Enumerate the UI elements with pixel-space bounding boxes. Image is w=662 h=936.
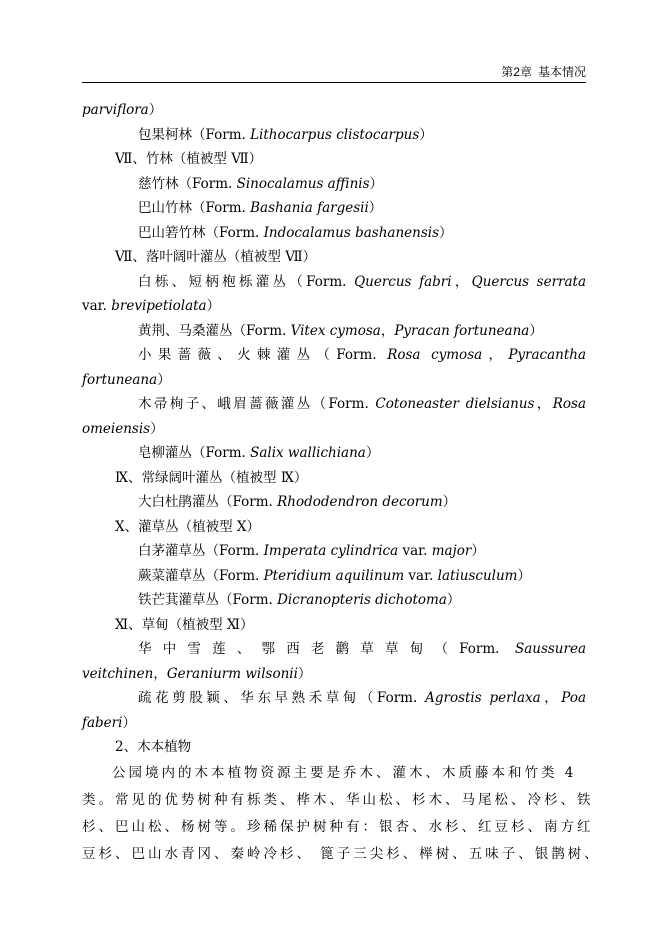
- latin-name: veitchinen: [82, 665, 154, 682]
- text-line: [138, 172, 586, 196]
- text-run: ）: [148, 102, 163, 118]
- text-line: [82, 294, 586, 318]
- text-run: 杉、巴山松、杨树等。珍稀保护树种有：银杏、水杉、红豆杉、南方红: [82, 819, 594, 835]
- latin-name: Pyracan fortuneana: [394, 322, 530, 339]
- latin-name: Agrostis perlaxa: [425, 690, 541, 706]
- latin-name: Quercus serrata: [471, 273, 587, 290]
- latin-name: Cotoneaster dielsianus: [375, 396, 535, 412]
- paragraph-line: [82, 815, 594, 839]
- text-run: 木帚栒子、峨眉蔷薇灌丛（Form.: [138, 396, 376, 412]
- text-line: [138, 564, 586, 588]
- text-run: ）: [368, 200, 383, 216]
- text-run: ，: [380, 322, 395, 339]
- paragraph-line: [82, 788, 594, 812]
- text-line: [138, 539, 586, 563]
- text-run: 小果蔷薇、火棘灌丛（Form.: [138, 347, 388, 363]
- text-line: [82, 711, 586, 735]
- text-line: [138, 221, 586, 245]
- latin-name: Sinocalamus affinis: [236, 175, 370, 192]
- text-run: ，: [451, 273, 472, 290]
- latin-name: Salix wallichiana: [250, 445, 366, 461]
- latin-name: Saussurea: [514, 641, 586, 657]
- text-run: ）: [446, 592, 461, 608]
- subsection-heading: [115, 735, 586, 759]
- text-run: Ⅶ、竹林（植被型 Ⅶ）: [115, 151, 263, 167]
- section-heading: [115, 147, 586, 171]
- text-line: [138, 196, 586, 220]
- latin-name: parviflora: [82, 102, 149, 118]
- text-run: ，: [534, 396, 553, 412]
- latin-name: Lithocarpus clistocarpus: [250, 126, 420, 143]
- text-run: ）: [529, 322, 543, 339]
- latin-name: Vitex cymosa: [290, 322, 381, 339]
- text-line: [138, 686, 586, 710]
- latin-name: major: [431, 543, 472, 559]
- latin-name: faberi: [82, 714, 123, 731]
- text-run: ）: [157, 371, 171, 388]
- text-line: [138, 392, 586, 416]
- text-run: 白茅灌草丛（Form.: [138, 543, 264, 559]
- text-line: [82, 368, 586, 392]
- text-run: ）: [517, 567, 531, 584]
- text-run: ）: [471, 543, 485, 559]
- text-line: [138, 123, 586, 147]
- text-run: Ⅸ、常绿阔叶灌丛（植被型 Ⅸ）: [115, 469, 308, 486]
- text-line: [138, 343, 586, 367]
- text-line: [138, 441, 586, 465]
- latin-name: brevipetiolata: [111, 298, 207, 314]
- section-heading: [115, 466, 586, 490]
- latin-name: Imperata cylindrica: [263, 543, 399, 559]
- text-run: 皂柳灌丛（Form.: [138, 445, 251, 461]
- text-line: [138, 490, 586, 514]
- text-run: ，: [153, 665, 167, 682]
- latin-name: omeiensis: [82, 420, 151, 437]
- text-run: 类。常见的优势树种有栎类、桦木、华山松、杉木、马尾松、冷杉、铁: [82, 792, 594, 808]
- latin-name: Indocalamus bashanensis: [263, 224, 439, 241]
- text-run: 黄荆、马桑灌丛（Form.: [138, 322, 291, 339]
- text-run: Ⅺ、草甸（植被型 Ⅺ）: [115, 616, 254, 633]
- latin-name: Rosa: [552, 396, 587, 412]
- paragraph-line: [112, 761, 586, 785]
- text-run: ）: [122, 714, 136, 731]
- latin-name: Poa: [561, 690, 587, 706]
- text-run: var.: [404, 567, 438, 584]
- text-run: 豆杉、巴山水青冈、秦岭冷杉、 篦子三尖杉、榉树、五味子、银鹊树、: [82, 846, 601, 862]
- text-run: ）: [442, 494, 457, 510]
- text-run: ，: [482, 347, 509, 363]
- latin-name: Quercus fabri: [354, 273, 452, 290]
- section-heading: [115, 515, 586, 539]
- latin-name: Dicranopteris dichotoma: [277, 592, 447, 608]
- latin-name: Pteridium aquilinum: [263, 567, 405, 584]
- section-heading: [115, 245, 586, 269]
- text-line: [138, 588, 586, 612]
- text-run: Ⅶ、落叶阔叶灌丛（植被型 Ⅶ）: [115, 249, 317, 265]
- text-line: [138, 637, 586, 661]
- latin-name: latiusculum: [437, 567, 518, 584]
- text-run: 包果柯林（Form.: [138, 126, 251, 143]
- text-run: ）: [369, 175, 384, 192]
- text-run: ）: [297, 665, 312, 682]
- page-header: [82, 62, 586, 83]
- text-run: 2、木本植物: [115, 739, 192, 755]
- chapter-number: 第2章: [501, 65, 532, 79]
- text-run: Ⅹ、灌草丛（植被型 Ⅹ）: [115, 518, 261, 535]
- text-run: var.: [82, 298, 112, 314]
- text-run: ）: [419, 126, 433, 143]
- latin-name: Rhododendron decorum: [277, 494, 443, 510]
- text-run: ）: [150, 420, 164, 437]
- text-line: [138, 270, 586, 294]
- text-line: [138, 319, 586, 343]
- text-run: ）: [365, 445, 380, 461]
- text-run: 慈竹林（Form.: [138, 175, 237, 192]
- chapter-title: 基本情况: [537, 65, 586, 79]
- text-line: [82, 417, 586, 441]
- text-run: var.: [398, 543, 432, 559]
- text-run: 疏花剪股颖、华东早熟禾草甸（Form.: [138, 690, 426, 706]
- latin-name: fortuneana: [82, 371, 158, 388]
- latin-name: Geraniurm wilsonii: [166, 665, 298, 682]
- text-run: 公园境内的木本植物资源主要是乔木、灌木、木质藤本和竹类 4: [112, 765, 577, 781]
- latin-name: Pyracantha: [508, 347, 587, 363]
- text-run: 华中雪莲、鄂西老鹳草草甸（Form.: [138, 641, 515, 657]
- paragraph-line: [82, 842, 601, 866]
- text-run: 白栎、短柄枹栎灌丛（Form.: [138, 273, 355, 290]
- text-line: [82, 662, 586, 686]
- latin-name: Bashania fargesii: [250, 200, 369, 216]
- text-run: 大白杜鹃灌丛（Form.: [138, 494, 278, 510]
- text-run: ）: [439, 224, 453, 241]
- text-run: ）: [206, 298, 221, 314]
- text-run: 铁芒萁灌草丛（Form.: [138, 592, 278, 608]
- section-heading: [115, 613, 586, 637]
- text-run: ，: [540, 690, 562, 706]
- text-run: 巴山竹林（Form.: [138, 200, 251, 216]
- latin-name: Rosa cymosa: [387, 347, 483, 363]
- text-run: 蕨菜灌草丛（Form.: [138, 567, 264, 584]
- text-run: 巴山箬竹林（Form.: [138, 224, 264, 241]
- text-line: [82, 98, 586, 122]
